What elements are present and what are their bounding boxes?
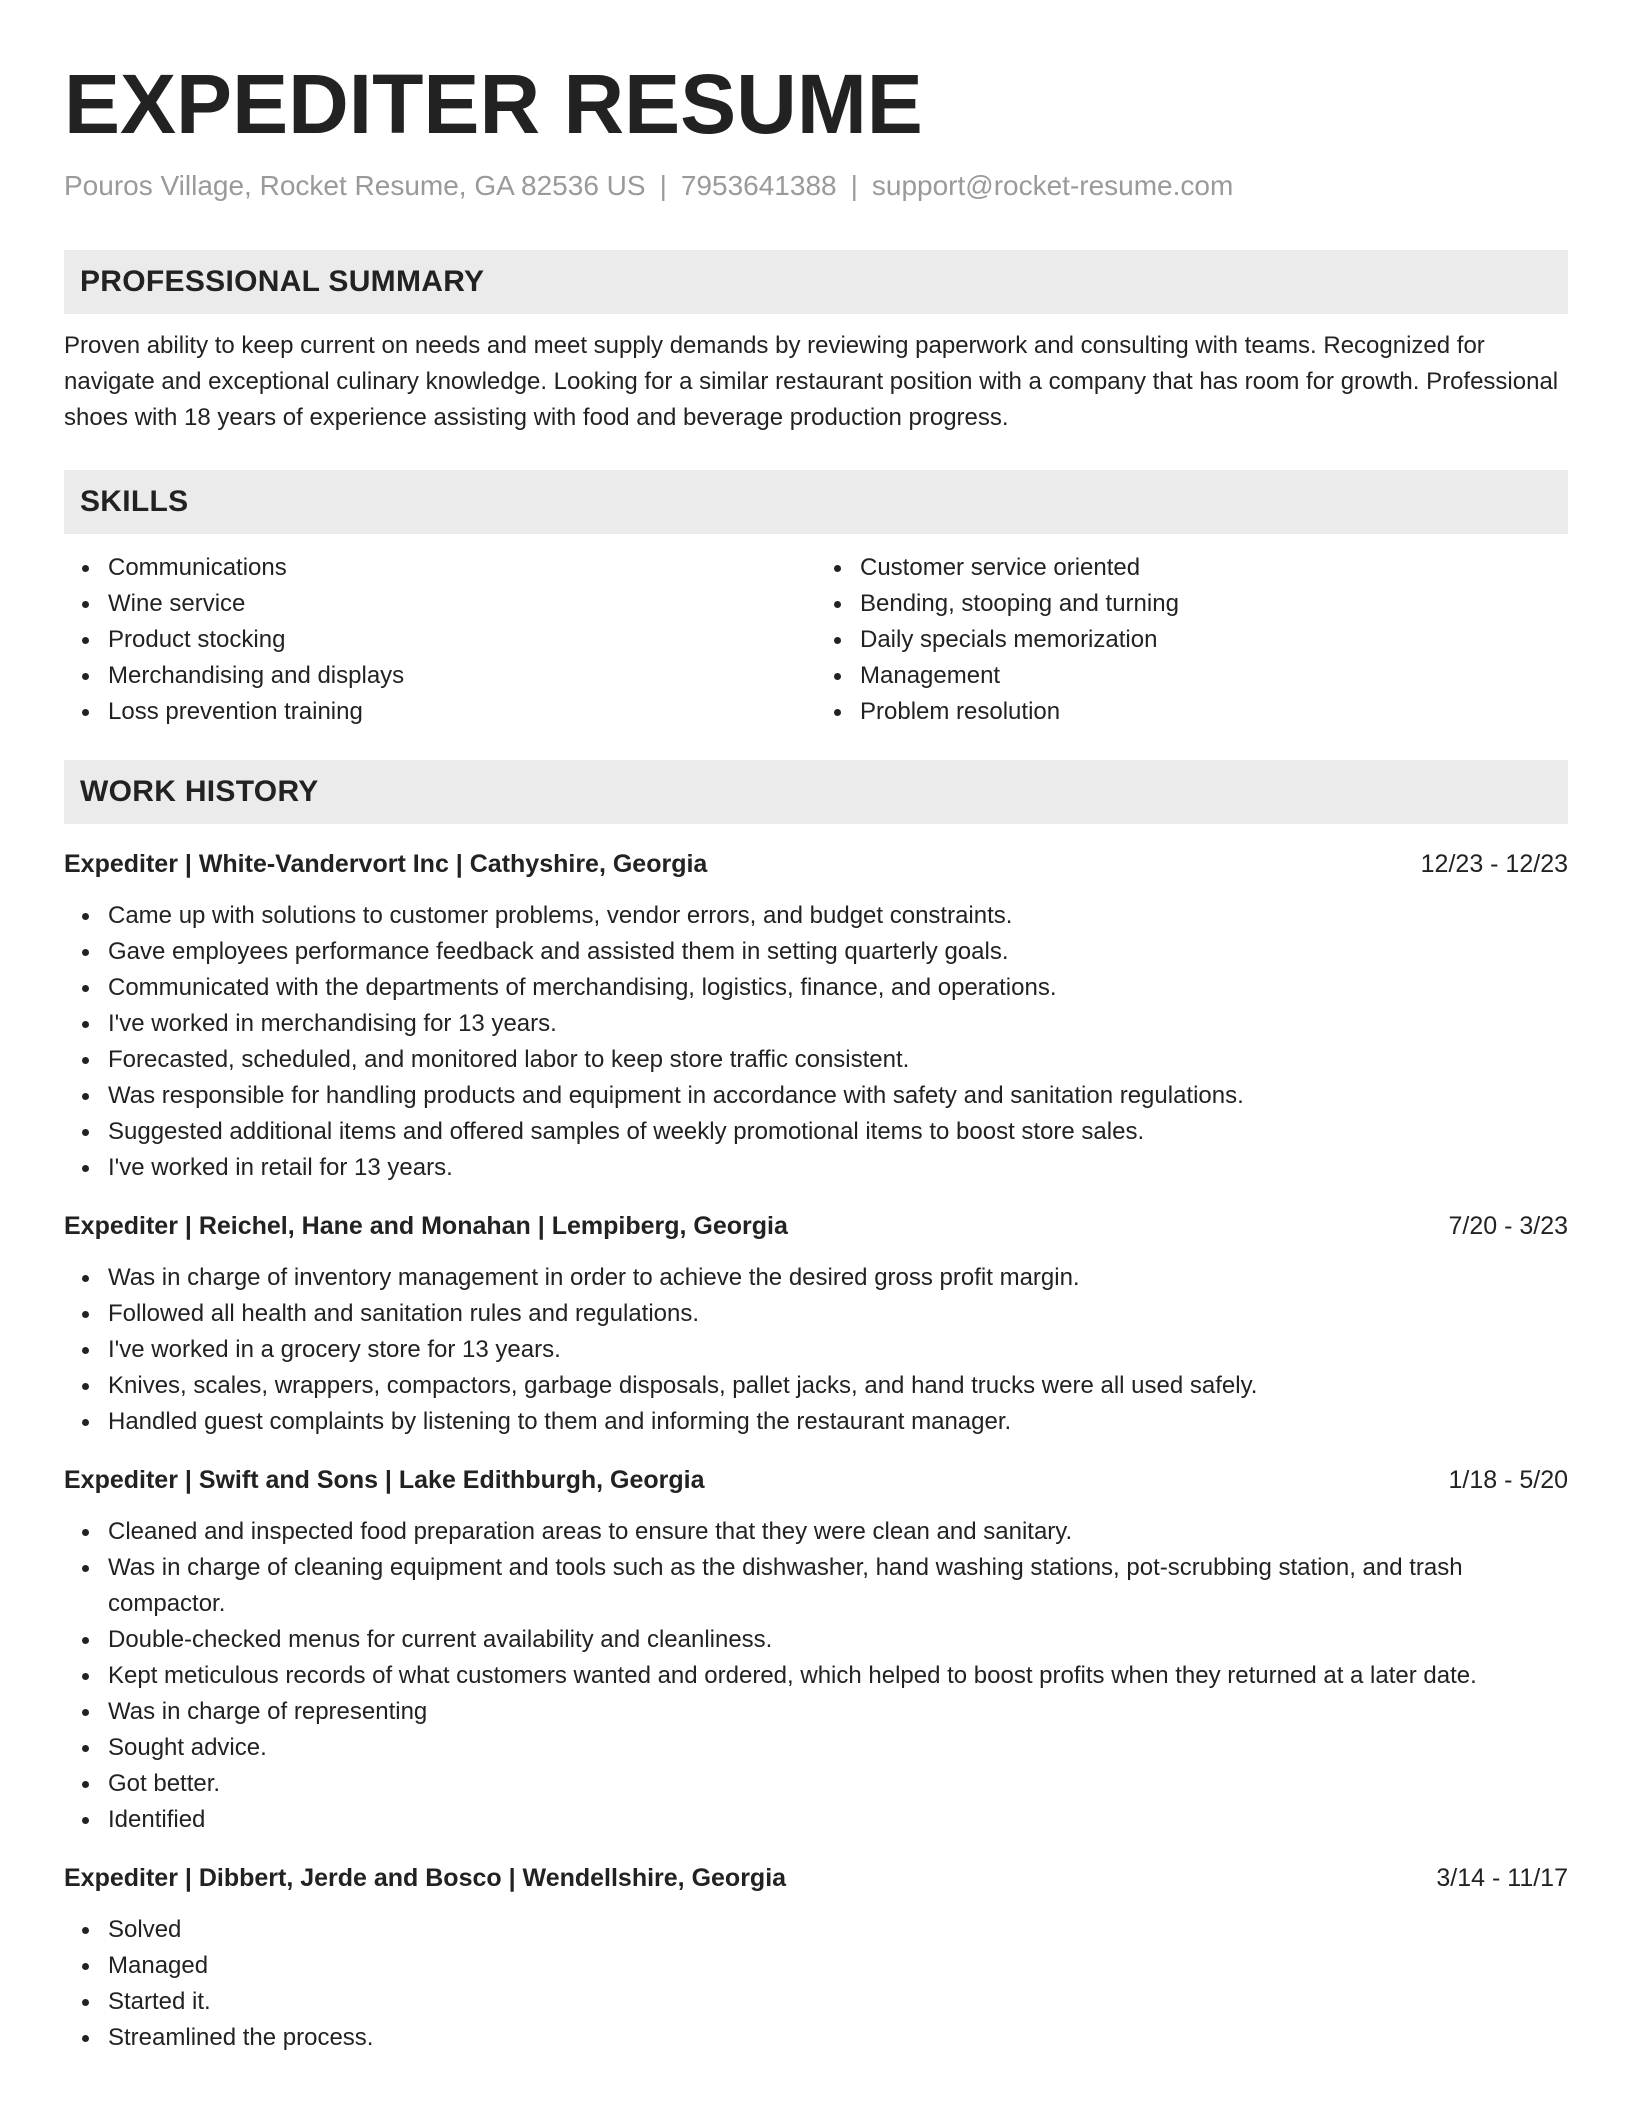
- skill-item: Management: [860, 658, 1568, 694]
- skills-grid: [64, 550, 1568, 730]
- resume-title: EXPEDITER RESUME: [64, 57, 923, 151]
- job-bullets: [64, 1260, 1568, 1440]
- job-bullets: [64, 1514, 1568, 1838]
- job-header: [64, 1462, 1568, 1498]
- job-bullet: Kept meticulous records of what customers wanted and ordered, which helped to boost profits when they returned at a later date.: [108, 1658, 1568, 1694]
- phone-text: 7953641388: [680, 170, 837, 201]
- job-bullet: Came up with solutions to customer problems, vendor errors, and budget constraints.: [108, 898, 1568, 934]
- job-bullets: [64, 898, 1568, 1186]
- job-bullet: Started it.: [108, 1984, 1568, 2020]
- job-bullets: [64, 1912, 1568, 2056]
- job-title: Expediter | White-Vandervort Inc | Cathyshire, Georgia: [64, 850, 708, 878]
- job-entry: [64, 1860, 1568, 2056]
- address-text: Pouros Village, Rocket Resume, GA 82536 US: [64, 170, 646, 201]
- job-bullet: I've worked in retail for 13 years.: [108, 1150, 1568, 1186]
- skill-item: Problem resolution: [860, 694, 1568, 730]
- skills-right-column: [816, 550, 1568, 730]
- job-dates: 7/20 - 3/23: [1448, 1212, 1568, 1240]
- job-bullet: Was in charge of representing: [108, 1694, 1568, 1730]
- job-bullet: Gave employees performance feedback and assisted them in setting quarterly goals.: [108, 934, 1568, 970]
- job-bullet: Got better.: [108, 1766, 1568, 1802]
- skill-item: Product stocking: [108, 622, 816, 658]
- job-title: Expediter | Dibbert, Jerde and Bosco | Wendellshire, Georgia: [64, 1864, 787, 1892]
- contact-line: [64, 168, 1568, 204]
- skill-item: Merchandising and displays: [108, 658, 816, 694]
- work-history-heading: WORK HISTORY: [64, 760, 1568, 824]
- job-bullet: Managed: [108, 1948, 1568, 1984]
- job-bullet: Communicated with the departments of merchandising, logistics, finance, and operations.: [108, 970, 1568, 1006]
- skill-item: Communications: [108, 550, 816, 586]
- job-bullet: Double-checked menus for current availability and cleanliness.: [108, 1622, 1568, 1658]
- job-dates: 12/23 - 12/23: [1420, 850, 1568, 878]
- contact-separator: |: [850, 170, 858, 201]
- summary-text: Proven ability to keep current on needs and meet supply demands by reviewing paperwork and consulting with teams. Recognized for navigate and exceptional culinary knowledge. Looking for a similar restaurant position with a company that has room for growth. Professional shoes with 18 years of experience assisting with food and beverage production progress.: [64, 332, 1559, 431]
- skill-item: Wine service: [108, 586, 816, 622]
- job-entry: [64, 846, 1568, 1186]
- summary-heading: PROFESSIONAL SUMMARY: [64, 250, 1568, 314]
- job-bullet: Was in charge of cleaning equipment and tools such as the dishwasher, hand washing stations, pot-scrubbing station, and trash compactor.: [108, 1550, 1568, 1622]
- skills-left-column: [64, 550, 816, 730]
- job-bullet: Was responsible for handling products and equipment in accordance with safety and sanitation regulations.: [108, 1078, 1568, 1114]
- job-header: [64, 1860, 1568, 1896]
- job-header: [64, 1208, 1568, 1244]
- job-bullet: I've worked in merchandising for 13 years.: [108, 1006, 1568, 1042]
- job-bullet: Forecasted, scheduled, and monitored labor to keep store traffic consistent.: [108, 1042, 1568, 1078]
- job-dates: 1/18 - 5/20: [1448, 1466, 1568, 1494]
- skill-item: Customer service oriented: [860, 550, 1568, 586]
- job-entry: [64, 1208, 1568, 1440]
- job-bullet: Followed all health and sanitation rules and regulations.: [108, 1296, 1568, 1332]
- skill-item: Loss prevention training: [108, 694, 816, 730]
- job-bullet: Identified: [108, 1802, 1568, 1838]
- job-bullet: Sought advice.: [108, 1730, 1568, 1766]
- job-bullet: Suggested additional items and offered samples of weekly promotional items to boost store sales.: [108, 1114, 1568, 1150]
- job-title: Expediter | Swift and Sons | Lake Edithburgh, Georgia: [64, 1466, 705, 1494]
- job-title: Expediter | Reichel, Hane and Monahan | Lempiberg, Georgia: [64, 1212, 788, 1240]
- resume-page: [64, 56, 1568, 2056]
- skills-heading: SKILLS: [64, 470, 1568, 534]
- job-bullet: I've worked in a grocery store for 13 years.: [108, 1332, 1568, 1368]
- job-bullet: Handled guest complaints by listening to them and informing the restaurant manager.: [108, 1404, 1568, 1440]
- job-bullet: Was in charge of inventory management in order to achieve the desired gross profit margin.: [108, 1260, 1568, 1296]
- job-bullet: Knives, scales, wrappers, compactors, garbage disposals, pallet jacks, and hand trucks were all used safely.: [108, 1368, 1568, 1404]
- job-bullet: Cleaned and inspected food preparation areas to ensure that they were clean and sanitary.: [108, 1514, 1568, 1550]
- skill-item: Bending, stooping and turning: [860, 586, 1568, 622]
- job-header: [64, 846, 1568, 882]
- job-dates: 3/14 - 11/17: [1436, 1864, 1568, 1892]
- job-entry: [64, 1462, 1568, 1838]
- contact-separator: |: [659, 170, 667, 201]
- email-text: support@rocket-resume.com: [871, 170, 1234, 201]
- skill-item: Daily specials memorization: [860, 622, 1568, 658]
- job-bullet: Streamlined the process.: [108, 2020, 1568, 2056]
- job-bullet: Solved: [108, 1912, 1568, 1948]
